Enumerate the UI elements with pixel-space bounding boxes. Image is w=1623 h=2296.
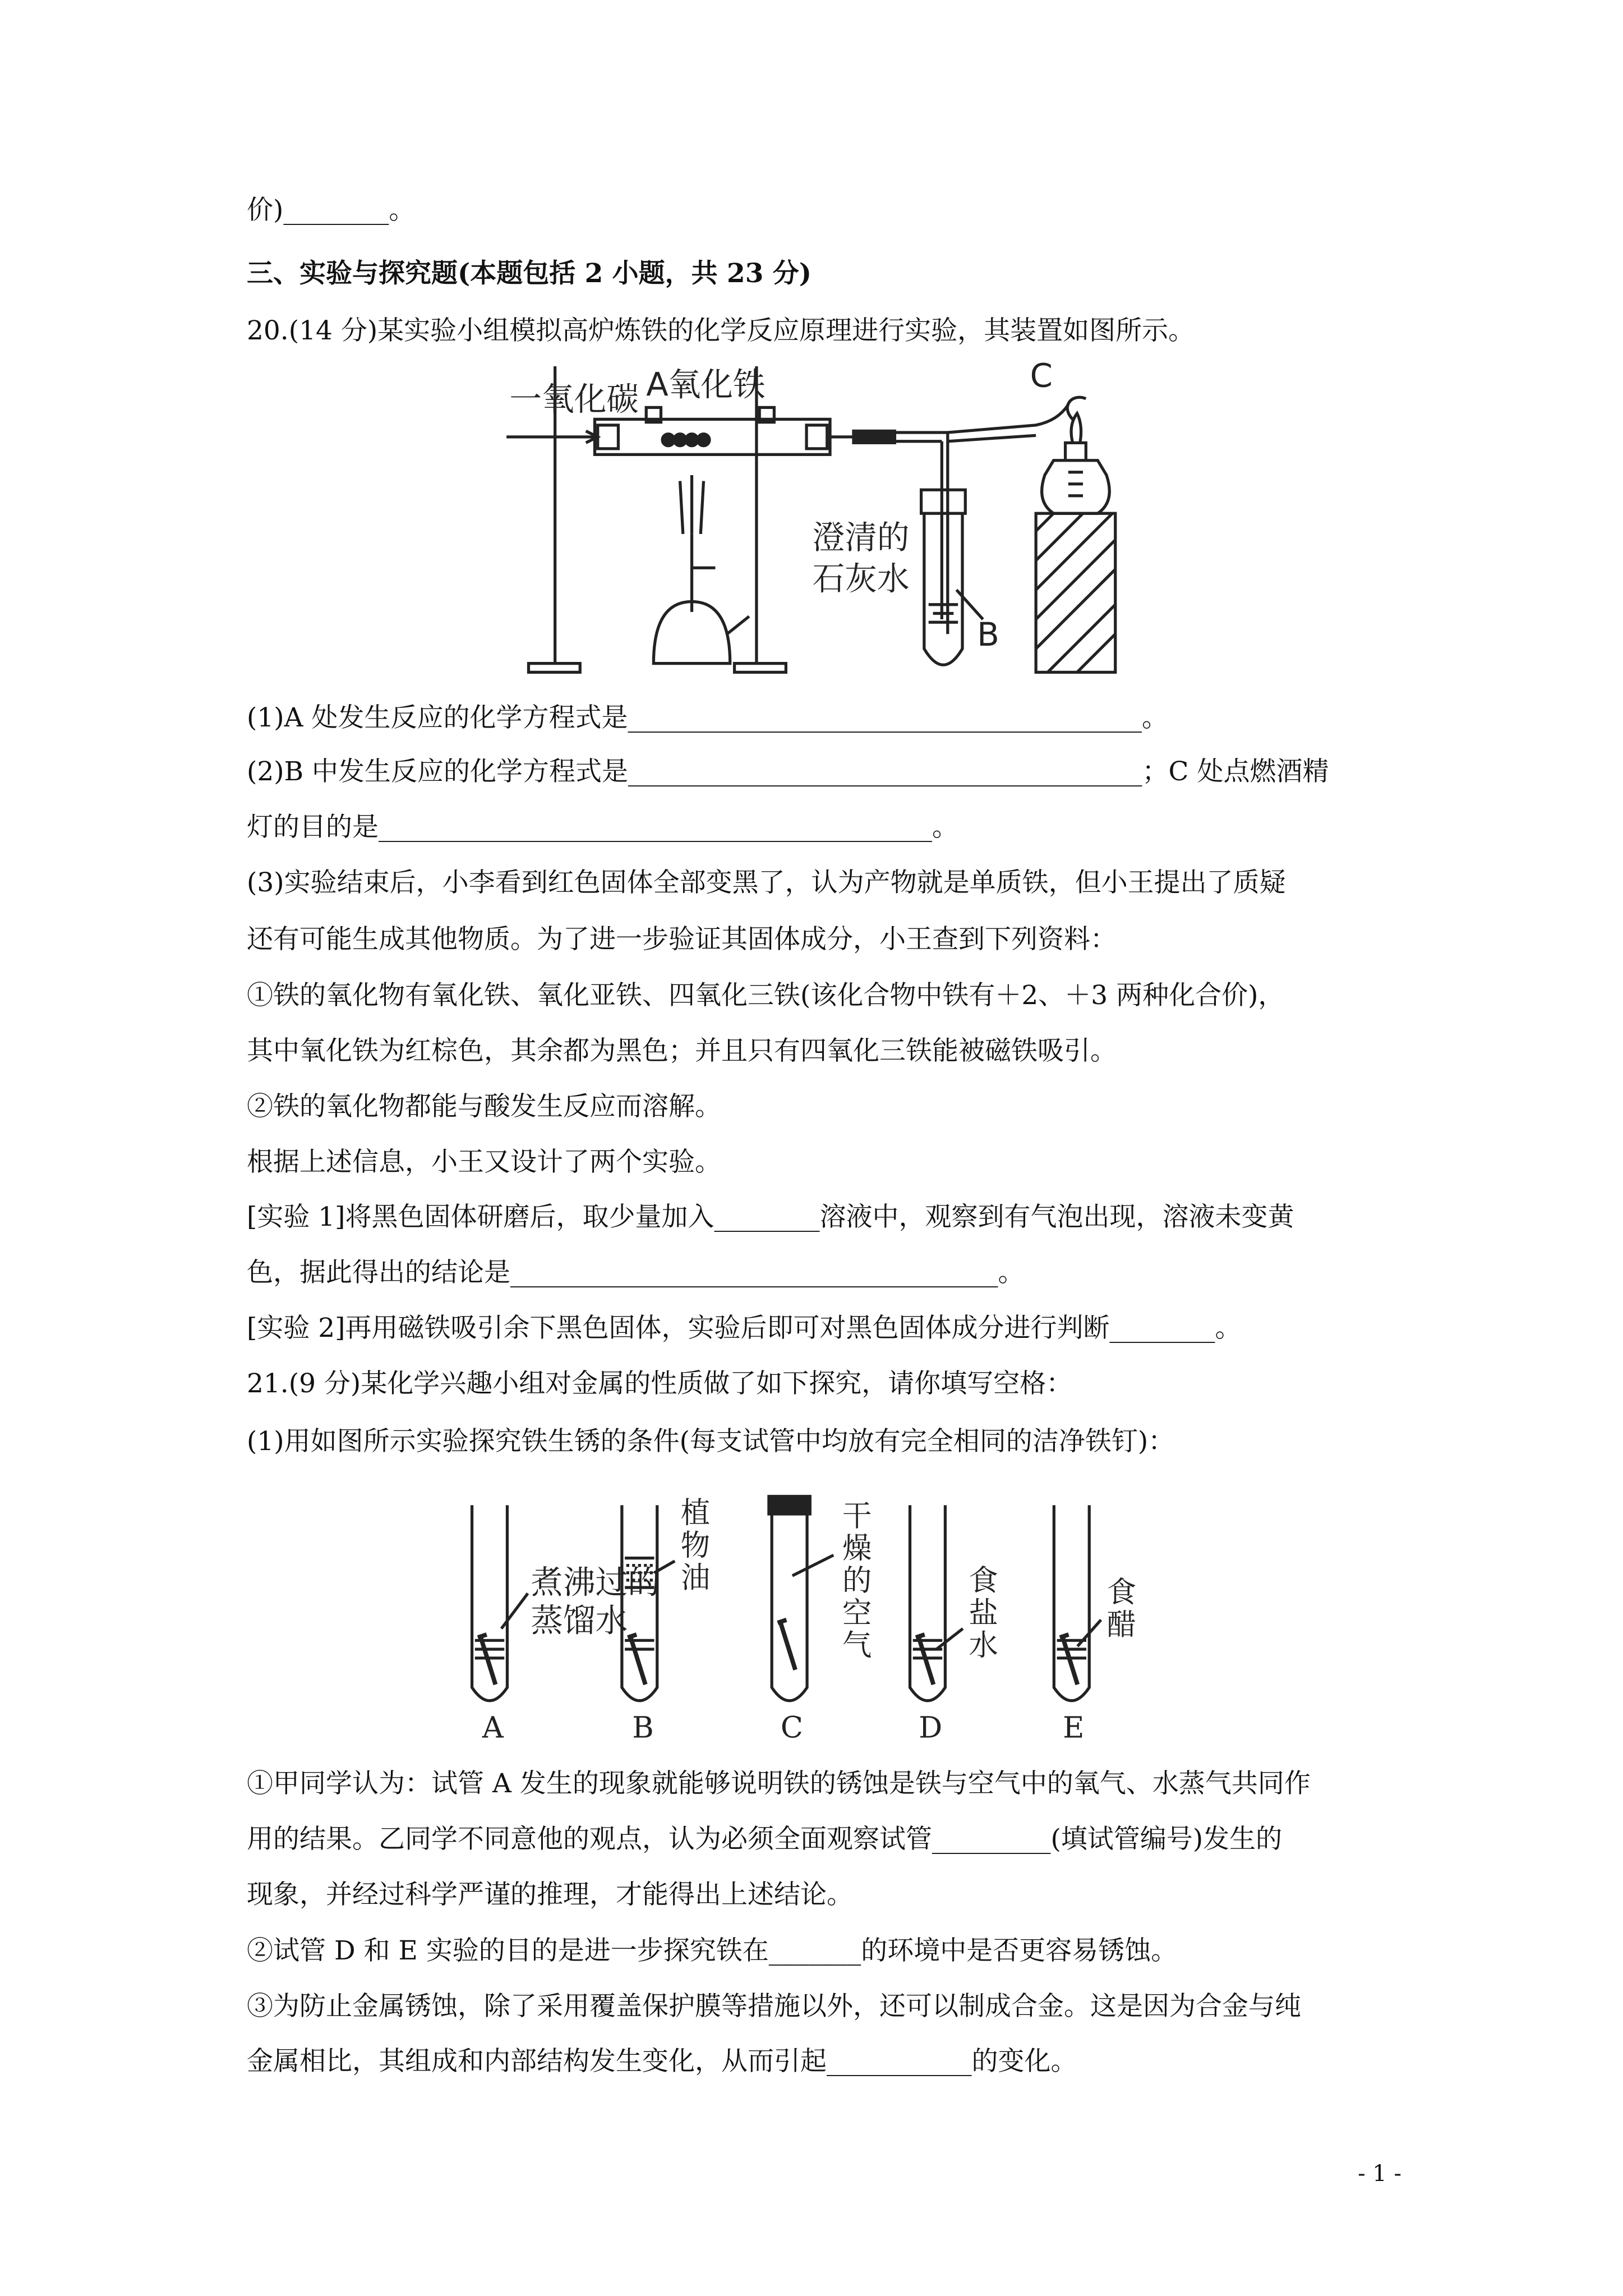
question-20-3: (3)实验结束后，小李看到红色固体全部变黑了，认为产物就是单质铁，但小王提出了质疑	[247, 867, 1286, 898]
tube-d-label-2: 盐	[969, 1595, 998, 1630]
question-21-1-b: ②试管 D 和 E 实验的目的是进一步探究铁在_______的环境中是否更容易锈蚀。	[247, 1935, 1178, 1966]
text-line: 根据上述信息，小王又设计了两个实验。	[247, 1147, 721, 1177]
text-line: 金属相比，其组成和内部结构发生变化，从而引起___________的变化。	[247, 2046, 1077, 2077]
section-heading: 三、实验与探究题(本题包括 2 小题，共 23 分)	[247, 258, 812, 289]
tube-a-label-2: 蒸馏水	[531, 1601, 628, 1640]
tube-b-label: B	[977, 615, 999, 654]
text-line: ①铁的氧化物有氧化铁、氧化亚铁、四氧化三铁(该化合物中铁有＋2、＋3 两种化合价)，	[247, 980, 1285, 1011]
apparatus-figure	[506, 355, 1135, 685]
tube-d-letter: D	[919, 1710, 943, 1743]
text-line: 还有可能生成其他物质。为了进一步验证其固体成分，小王查到下列资料：	[247, 924, 1117, 955]
text-line: 色，据此得出的结论是_____________________________________。	[247, 1257, 1025, 1288]
question-20-1: (1)A 处发生反应的化学方程式是_______________________________________。	[247, 702, 1168, 733]
burner-c-label: C	[1030, 356, 1053, 395]
question-20-2: (2)B 中发生反应的化学方程式是_______________________________________；C 处点燃酒精	[247, 756, 1329, 787]
limewater-label-2: 石灰水	[812, 559, 910, 598]
tube-d-label-1: 食	[969, 1563, 998, 1598]
tube-c-label-4: 空	[842, 1595, 872, 1630]
tube-c-label-1: 干	[842, 1498, 872, 1533]
tube-e-label-1: 食	[1106, 1575, 1137, 1610]
tube-c-label-3: 的	[842, 1563, 872, 1598]
experiment-1: [实验 1]将黑色固体研磨后，取少量加入________溶液中，观察到有气泡出现，溶液未变黄	[247, 1202, 1294, 1232]
tube-a-label-1: 煮沸过的	[531, 1563, 660, 1602]
test-tubes-figure	[416, 1493, 1214, 1743]
tube-a-letter: A	[482, 1710, 504, 1743]
tube-b-label-1: 植	[680, 1496, 711, 1530]
tube-b-letter: B	[632, 1710, 654, 1743]
question-21-1-c: ③为防止金属锈蚀，除了采用覆盖保护膜等措施以外，还可以制成合金。这是因为合金与纯	[247, 1991, 1301, 2022]
tube-c-label-5: 气	[842, 1628, 872, 1663]
tube-e-letter: E	[1063, 1710, 1085, 1743]
tube-c-letter: C	[780, 1710, 804, 1743]
question-21-1-a: ①甲同学认为：试管 A 发生的现象就能够说明铁的锈蚀是铁与空气中的氧气、水蒸气共同作	[247, 1768, 1311, 1799]
tube-b-label-2: 物	[680, 1528, 711, 1563]
question-20-2-cont: 灯的目的是__________________________________________。	[247, 812, 958, 843]
page-number: - 1 -	[1358, 2161, 1401, 2187]
text-line: 用的结果。乙同学不同意他的观点，认为必须全面观察试管_________(填试管编号)发生的	[247, 1824, 1283, 1855]
question-21-stem: 21.(9 分)某化学兴趣小组对金属的性质做了如下探究，请你填写空格：	[247, 1368, 1073, 1399]
tube-d-label-3: 水	[969, 1628, 998, 1663]
text-line: 现象，并经过科学严谨的推理，才能得出上述结论。	[247, 1879, 853, 1910]
text-line: 价)________。	[247, 195, 416, 226]
question-21-1: (1)用如图所示实验探究铁生锈的条件(每支试管中均放有完全相同的洁净铁钉)：	[247, 1426, 1175, 1457]
text-line: ②铁的氧化物都能与酸发生反应而溶解。	[247, 1091, 721, 1122]
iron-oxide-label: A氧化铁	[646, 365, 766, 404]
tube-c-label-2: 燥	[842, 1531, 872, 1566]
experiment-2: [实验 2]再用磁铁吸引余下黑色固体，实验后即可对黑色固体成分进行判断________。	[247, 1313, 1242, 1343]
limewater-label-1: 澄清的	[812, 518, 910, 557]
question-20-stem: 20.(14 分)某实验小组模拟高炉炼铁的化学反应原理进行实验，其装置如图所示。	[247, 315, 1195, 346]
text-line: 其中氧化铁为红棕色，其余都为黑色；并且只有四氧化三铁能被磁铁吸引。	[247, 1036, 1117, 1066]
co-label: 一氧化碳	[509, 380, 639, 418]
tube-e-label-2: 醋	[1106, 1607, 1137, 1642]
tube-b-label-3: 油	[680, 1560, 711, 1595]
